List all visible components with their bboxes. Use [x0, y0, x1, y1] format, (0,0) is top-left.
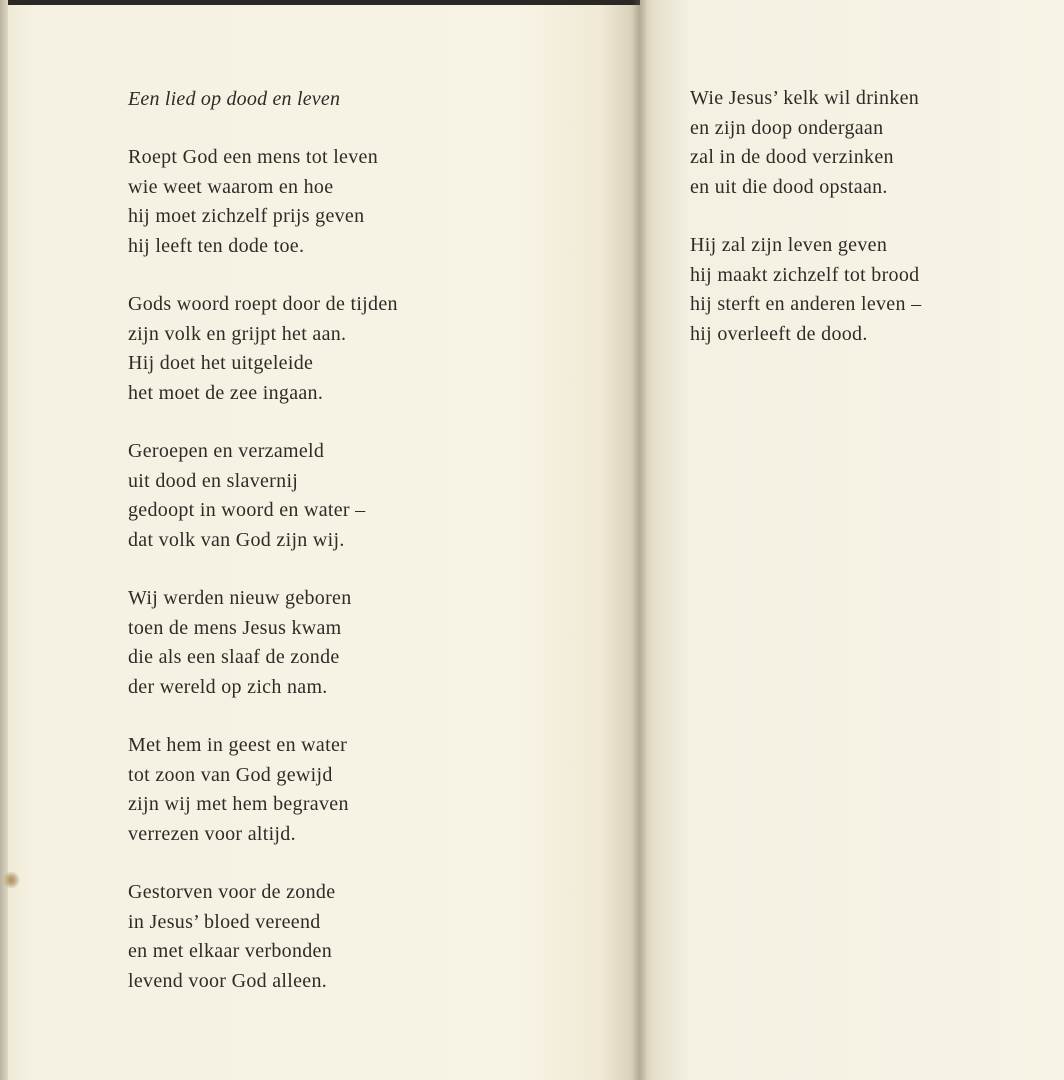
poem-line: zijn wij met hem begraven — [128, 793, 349, 815]
stanza — [690, 231, 1020, 349]
poem-line: levend voor God alleen. — [128, 969, 328, 992]
poem-line: Hij doet het uitgeleide — [128, 352, 314, 374]
poem-line: verrezen voor altijd. — [128, 822, 296, 845]
poem-line: Geroepen en verzameld — [128, 440, 325, 462]
stanza — [128, 143, 588, 261]
stanza — [690, 84, 1020, 202]
spine-shadow — [632, 0, 646, 1080]
top-page-edge — [0, 0, 640, 5]
poem-line: toen de mens Jesus kwam — [128, 616, 342, 639]
paper-tear-mark — [4, 872, 22, 888]
poem-line: Wie Jesus’ kelk wil drinken — [690, 87, 920, 109]
poem-line: uit dood en slavernij — [128, 469, 299, 492]
stanza — [128, 437, 588, 555]
poem-line: Wij werden nieuw geboren — [128, 587, 352, 609]
poem-line: tot zoon van God gewijd — [128, 763, 333, 786]
poem-line: en zijn doop ondergaan — [690, 116, 884, 139]
poem-line: wie weet waarom en hoe — [128, 175, 334, 198]
poem-title: Een lied op dood en leven — [128, 88, 341, 110]
poem-line: der wereld op zich nam. — [128, 675, 328, 698]
poem-line: Gestorven voor de zonde — [128, 881, 336, 903]
left-page-edge — [0, 0, 8, 1080]
left-page — [128, 84, 588, 1025]
poem-line: dat volk van God zijn wij. — [128, 528, 345, 551]
poem-line: gedoopt in woord en water – — [128, 499, 366, 521]
poem-line: en uit die dood opstaan. — [690, 175, 888, 198]
poem-line: zal in de dood verzinken — [690, 146, 894, 168]
stanza — [128, 878, 588, 996]
poem-line: die als een slaaf de zonde — [128, 646, 340, 668]
poem-line: hij sterft en anderen leven – — [690, 293, 922, 315]
poem-line: in Jesus’ bloed vereend — [128, 910, 321, 933]
right-page — [690, 84, 1020, 378]
poem-line: hij moet zichzelf prijs geven — [128, 205, 365, 227]
stanza — [128, 290, 588, 408]
poem-line: hij overleeft de dood. — [690, 322, 868, 345]
stanza — [128, 584, 588, 702]
poem-line: Roept God een mens tot leven — [128, 146, 379, 168]
poem-line: hij leeft ten dode toe. — [128, 234, 305, 257]
poem-line: Gods woord roept door de tijden — [128, 293, 398, 315]
poem-line: Hij zal zijn leven geven — [690, 234, 888, 256]
poem-line: het moet de zee ingaan. — [128, 381, 324, 404]
stanza — [128, 731, 588, 849]
poem-line: en met elkaar verbonden — [128, 940, 333, 962]
poem-line: Met hem in geest en water — [128, 734, 348, 756]
poem-line: hij maakt zichzelf tot brood — [690, 263, 920, 286]
poem-line: zijn volk en grijpt het aan. — [128, 322, 347, 345]
